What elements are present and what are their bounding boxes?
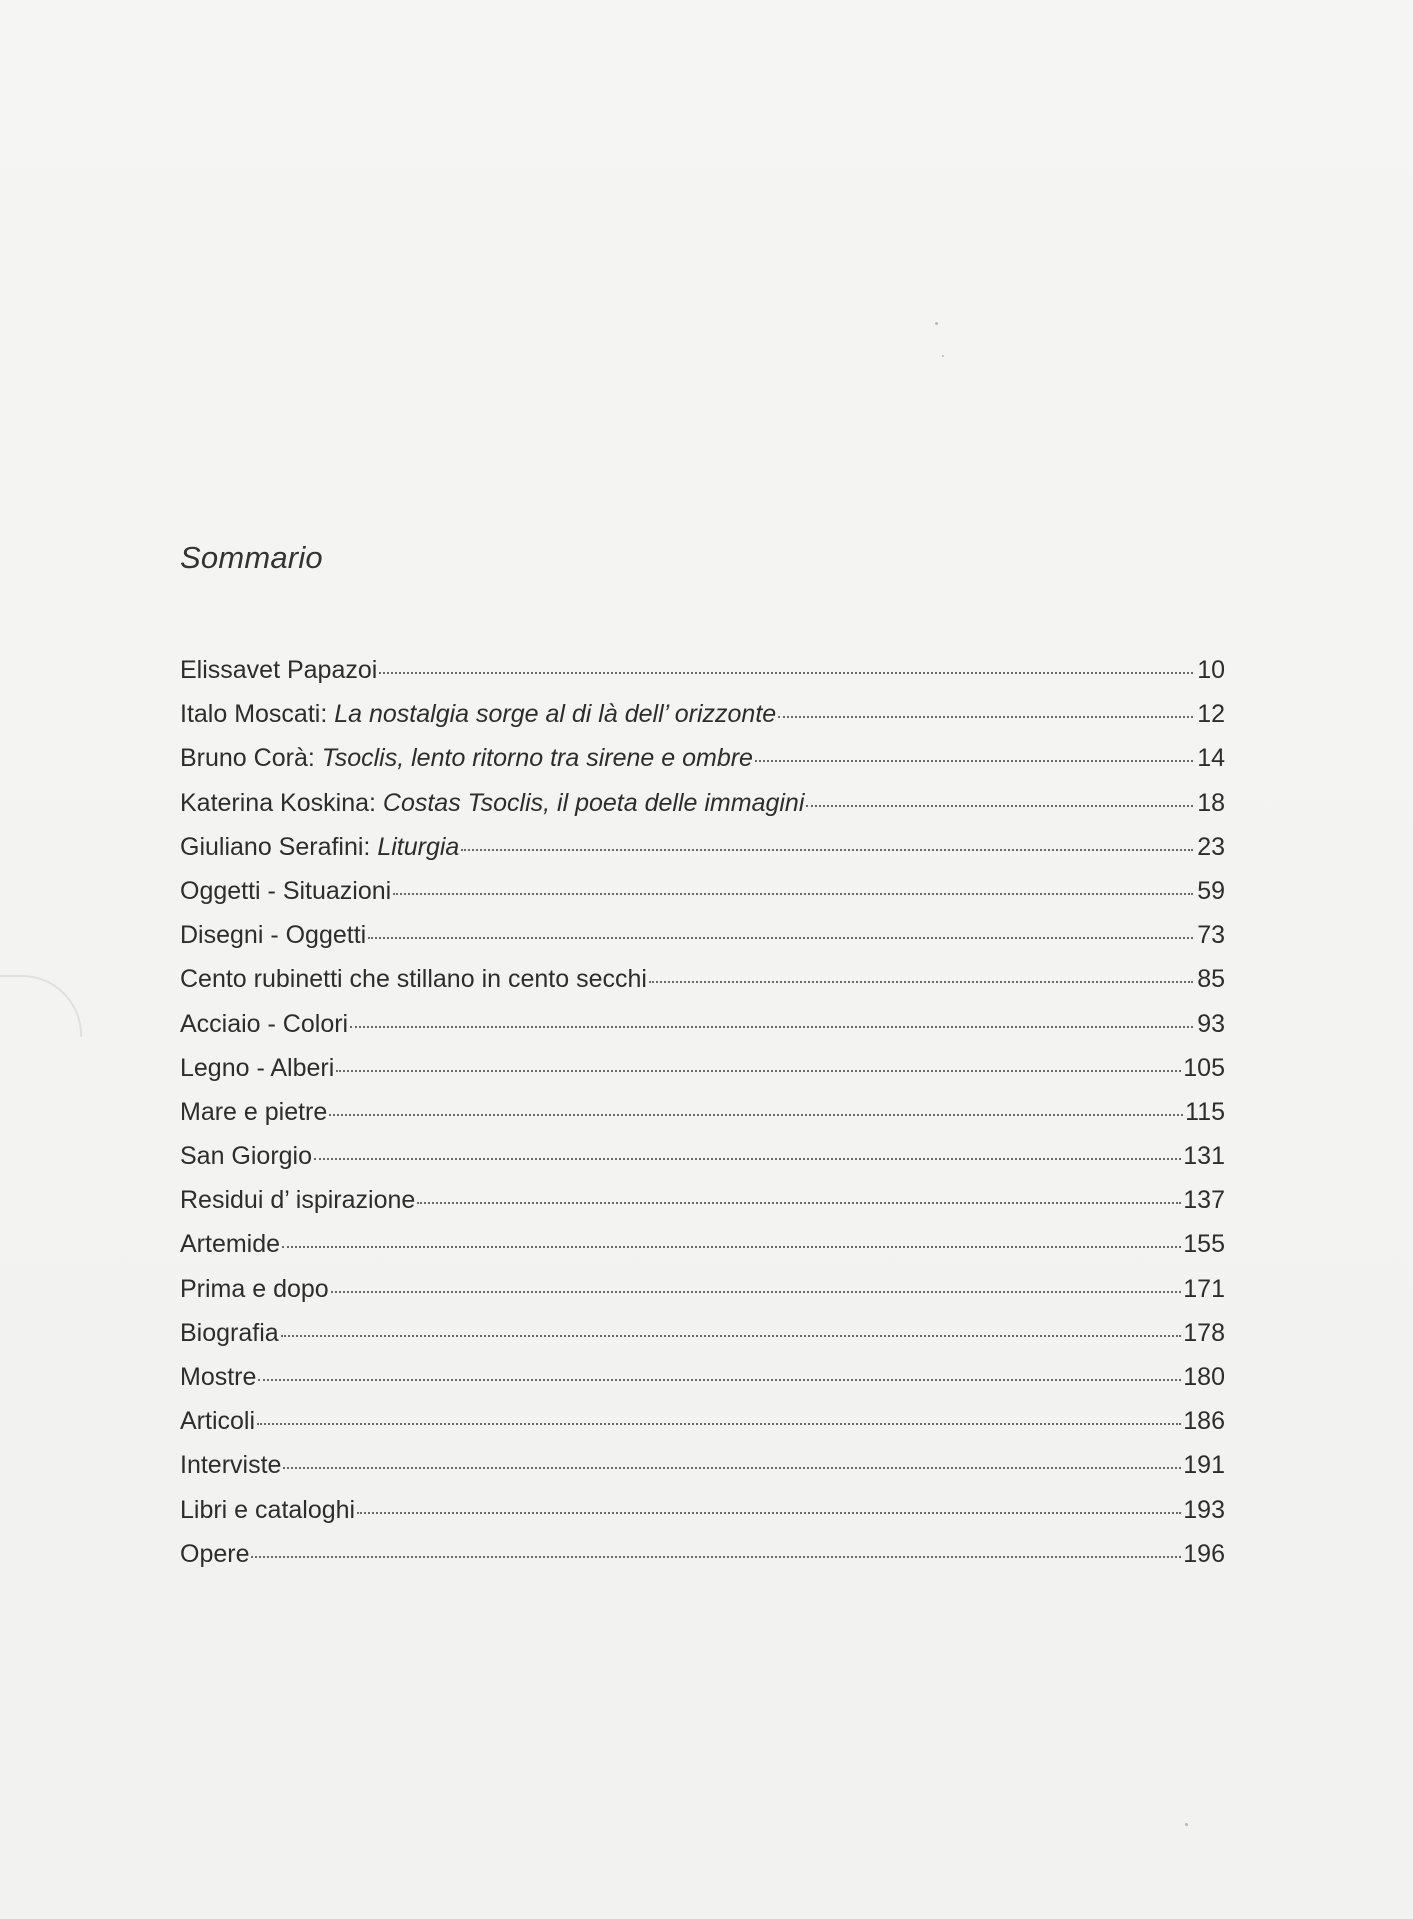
toc-entry: [180, 957, 1225, 1001]
toc-entry: [180, 1002, 1225, 1046]
toc-entry-essay-title: Costas Tsoclis, il poeta delle immagini: [382, 788, 805, 817]
toc-entry-text: [180, 869, 391, 913]
toc-page-number: 186: [1183, 1407, 1225, 1436]
toc-entry-essay-title: Liturgia: [377, 832, 460, 861]
toc-entry-text: [180, 1002, 348, 1046]
toc-entry-label: Libri e cataloghi: [180, 1495, 356, 1524]
toc-page-number: 131: [1183, 1142, 1225, 1171]
table-of-contents: [180, 540, 1225, 1576]
toc-entry-label: Prima e dopo: [180, 1274, 329, 1303]
paper-speck: [1185, 1823, 1188, 1826]
toc-entry: [180, 1532, 1225, 1576]
toc-page-number: 18: [1197, 788, 1225, 817]
toc-entry-text: [180, 736, 753, 780]
dot-leader: [806, 805, 1193, 807]
toc-entry-label: Katerina Koskina:: [180, 788, 376, 817]
toc-page-number: 171: [1183, 1274, 1225, 1303]
toc-entry-label: Mostre: [180, 1363, 257, 1391]
dot-leader: [258, 1379, 1181, 1381]
toc-entry-text: [180, 1532, 249, 1576]
toc-page-number: 14: [1197, 744, 1225, 773]
toc-entry-text: [180, 1267, 329, 1311]
toc-entry: [180, 692, 1225, 736]
toc-entry-label: Legno - Alberi: [180, 1053, 335, 1082]
dot-leader: [649, 981, 1193, 983]
toc-entry-label: Interviste: [180, 1451, 282, 1480]
toc-page-number: 85: [1197, 965, 1225, 994]
toc-entry-text: [180, 1311, 279, 1355]
dot-leader: [336, 1070, 1181, 1072]
toc-entry: [180, 1134, 1225, 1178]
dot-leader: [350, 1026, 1193, 1028]
toc-entry-label: Cento rubinetti che stillano in cento secchi: [180, 965, 647, 994]
dot-leader: [331, 1291, 1182, 1293]
toc-page-number: 180: [1183, 1363, 1225, 1391]
toc-entry-text: [180, 648, 377, 692]
toc-page-number: 137: [1183, 1186, 1225, 1215]
toc-entry: [180, 648, 1225, 692]
dot-leader: [281, 1335, 1182, 1337]
toc-page-number: 10: [1197, 656, 1225, 684]
toc-page-number: 105: [1183, 1053, 1225, 1082]
toc-page-number: 73: [1197, 921, 1225, 950]
toc-entry-label: Opere: [180, 1539, 250, 1568]
dot-leader: [282, 1246, 1181, 1248]
toc-entry: [180, 869, 1225, 913]
toc-entry-text: [180, 1222, 280, 1266]
toc-entry: [180, 1222, 1225, 1266]
toc-entry-text: [180, 1178, 415, 1222]
toc-list: [180, 648, 1225, 1576]
toc-page-number: 23: [1197, 832, 1225, 861]
toc-entry-separator: [315, 744, 322, 772]
toc-entry: [180, 913, 1225, 957]
margin-mark: [0, 975, 82, 1037]
toc-entry-label: Italo Moscati:: [180, 700, 328, 729]
toc-entry-text: [180, 913, 366, 957]
toc-entry-text: [180, 1399, 255, 1443]
toc-page-number: 196: [1183, 1539, 1225, 1568]
toc-entry-text: [180, 1355, 256, 1399]
toc-entry-label: San Giorgio: [180, 1142, 313, 1171]
toc-entry-label: Elissavet Papazoi: [180, 656, 378, 684]
toc-entry: [180, 1090, 1225, 1134]
toc-page-number: 12: [1197, 700, 1225, 729]
toc-entry: [180, 1267, 1225, 1311]
toc-page-number: 93: [1197, 1009, 1225, 1038]
dot-leader: [778, 716, 1193, 718]
toc-entry-label: Artemide: [180, 1230, 281, 1259]
toc-entry: [180, 781, 1225, 825]
toc-page-number: 193: [1183, 1495, 1225, 1524]
paper-speck: [942, 355, 944, 357]
toc-entry: [180, 825, 1225, 869]
toc-page-number: 155: [1183, 1230, 1225, 1259]
toc-title: Sommario: [180, 540, 323, 575]
toc-entry-text: [180, 957, 647, 1001]
toc-entry-label: Disegni - Oggetti: [180, 921, 367, 950]
toc-entry-label: Residui d’ ispirazione: [180, 1186, 416, 1215]
dot-leader: [417, 1202, 1181, 1204]
dot-leader: [257, 1423, 1181, 1425]
toc-page-number: 59: [1197, 876, 1225, 905]
toc-entry: [180, 1178, 1225, 1222]
toc-entry: [180, 1311, 1225, 1355]
toc-entry: [180, 1399, 1225, 1443]
dot-leader: [251, 1556, 1181, 1558]
dot-leader: [755, 760, 1193, 762]
toc-page-number: 178: [1183, 1318, 1225, 1347]
toc-entry: [180, 1443, 1225, 1487]
paper-speck: [935, 322, 938, 325]
toc-entry-essay-title: La nostalgia sorge al di là dell’ orizzonte: [334, 700, 777, 729]
toc-entry-text: [180, 825, 459, 869]
dot-leader: [314, 1158, 1181, 1160]
dot-leader: [461, 849, 1193, 851]
toc-entry-label: Mare e pietre: [180, 1097, 328, 1126]
dot-leader: [283, 1467, 1181, 1469]
toc-entry-label: Articoli: [180, 1407, 256, 1436]
toc-entry: [180, 1046, 1225, 1090]
toc-entry-label: Biografia: [180, 1318, 279, 1347]
dot-leader: [368, 937, 1193, 939]
toc-entry-text: [180, 1443, 281, 1487]
toc-page-number: 191: [1183, 1451, 1225, 1480]
toc-entry-text: [180, 1134, 312, 1178]
toc-entry-text: [180, 1046, 334, 1090]
dot-leader: [379, 672, 1193, 674]
toc-entry: [180, 1355, 1225, 1399]
dot-leader: [329, 1114, 1183, 1116]
toc-entry-essay-title: Tsoclis, lento ritorno tra sirene e ombre: [321, 744, 753, 773]
toc-entry-text: [180, 781, 804, 825]
toc-entry-text: [180, 1488, 355, 1532]
dot-leader: [393, 893, 1193, 895]
toc-entry-label: Acciaio - Colori: [180, 1009, 349, 1038]
toc-entry: [180, 736, 1225, 780]
toc-entry-text: [180, 1090, 327, 1134]
toc-page-number: 115: [1185, 1097, 1225, 1126]
toc-entry: [180, 1488, 1225, 1532]
toc-entry-label: Bruno Corà:: [180, 744, 315, 773]
toc-entry-label: Giuliano Serafini:: [180, 832, 371, 861]
toc-entry-label: Oggetti - Situazioni: [180, 876, 392, 905]
toc-entry-separator: [376, 789, 383, 817]
dot-leader: [357, 1512, 1181, 1514]
toc-entry-text: [180, 692, 776, 736]
